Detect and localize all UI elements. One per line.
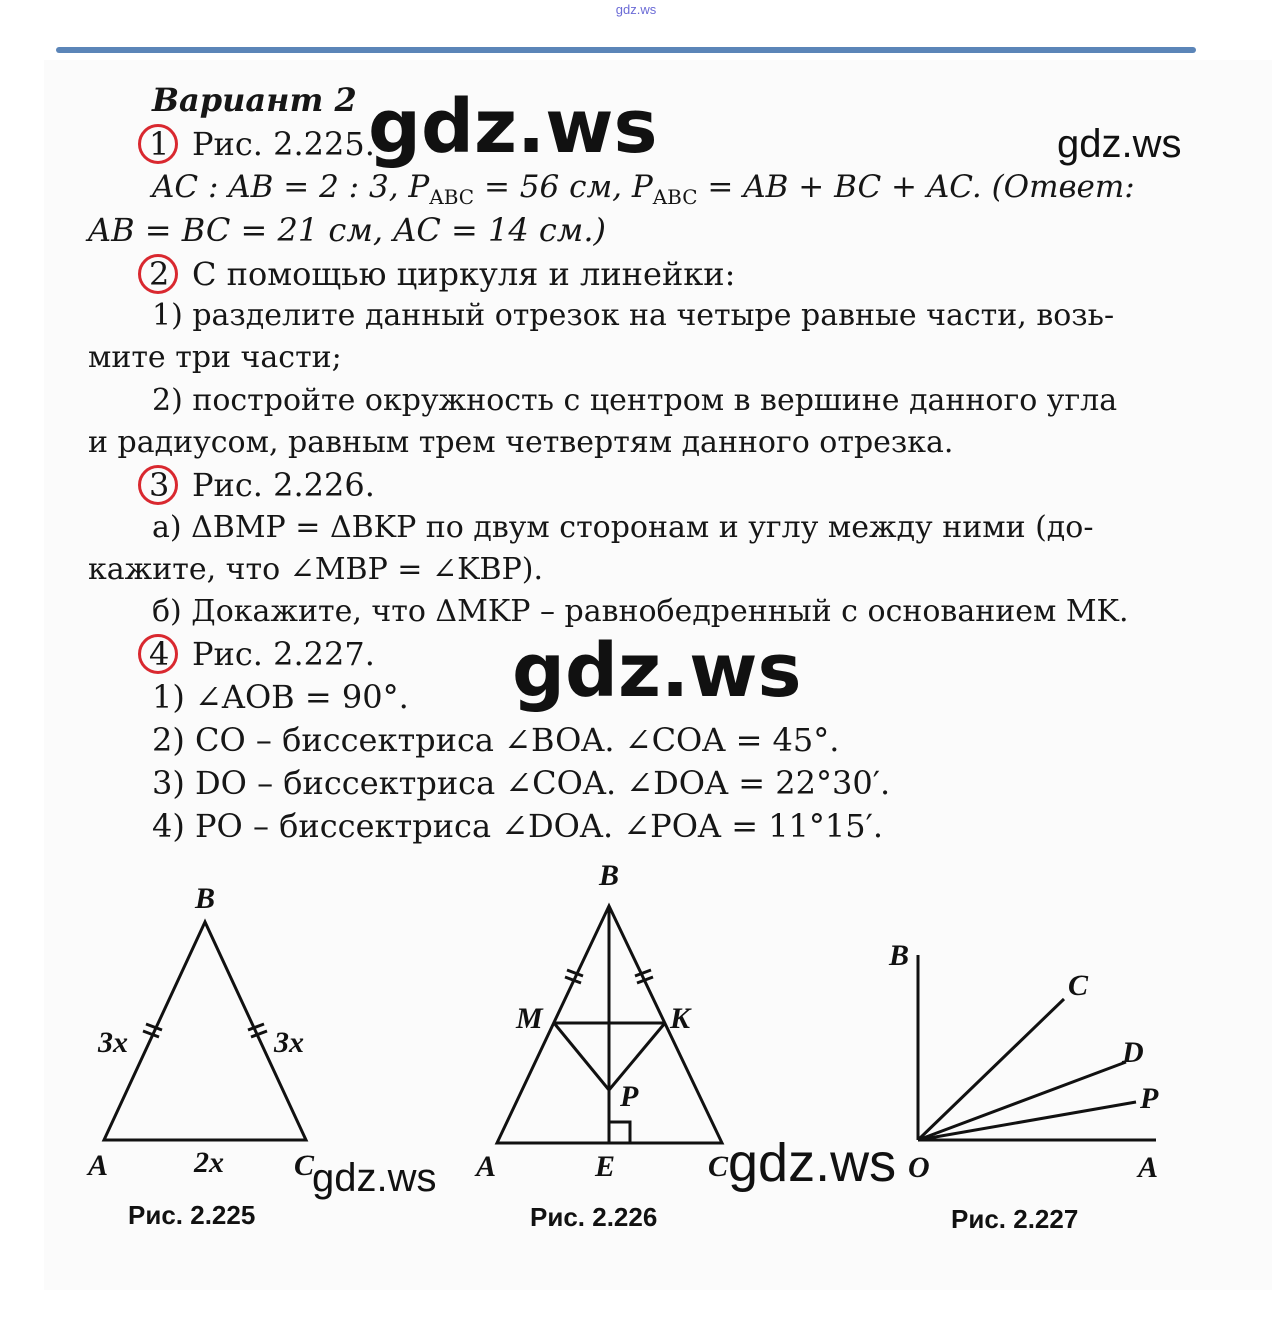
fig227-label-c: C (1068, 969, 1089, 1002)
watermark-middle: gdz.ws (512, 628, 802, 714)
site-mark: gdz.ws (615, 2, 657, 17)
task2-item1-line1: 1) разделите данный отрезок на четыре равные части, возь- (152, 298, 1115, 333)
fig227-label-a: A (1138, 1151, 1159, 1184)
fig225-label-base: 2x (194, 1146, 224, 1179)
fig225-label-right: 3x (274, 1026, 304, 1059)
task4-item1: 1) ∠AOB = 90°. (152, 678, 409, 716)
task2-item2-line2: и радиусом, равным трем четвертям данного отрезка. (88, 425, 954, 460)
fig226-label-a: A (476, 1150, 497, 1183)
fig226-caption: Рис. 2.226 (530, 1202, 658, 1232)
task4-item3: 3) DO – биссектриса ∠COA. ∠DOA = 22°30′. (152, 764, 891, 802)
fig227-label-o: O (908, 1151, 930, 1184)
fig225-label-left: 3x (98, 1026, 128, 1059)
ray-od (918, 1062, 1126, 1140)
variant-title: Вариант 2 (152, 81, 357, 119)
fig226-label-m: M (516, 1002, 543, 1035)
fig225-label-a: A (88, 1149, 109, 1182)
fig225-label-c: C (294, 1149, 315, 1182)
task-number-1: 1 (149, 125, 170, 163)
watermark-top-right: gdz.ws (1057, 122, 1182, 166)
watermark-bottom-right: gdz.ws (728, 1133, 897, 1193)
fig226-label-k: K (670, 1002, 691, 1035)
fig227-label-p: P (1140, 1082, 1159, 1115)
task-number-4: 4 (149, 635, 170, 673)
task1-answer: AB = BC = 21 см, AC = 14 см.) (88, 211, 606, 249)
task4-item2: 2) CO – биссектриса ∠BOA. ∠COA = 45°. (152, 721, 840, 759)
task-number-2: 2 (149, 255, 170, 293)
task4-heading: Рис. 2.227. (192, 635, 375, 673)
figure-2-227 (918, 955, 1156, 1140)
fig226-label-c: C (708, 1150, 729, 1183)
fig227-label-d: D (1122, 1036, 1144, 1069)
fig225-label-b: B (195, 882, 216, 915)
task3-item-a-line1: а) ΔBMP = ΔBKP по двум сторонам и углу между ними (до- (152, 510, 1094, 545)
fig227-caption: Рис. 2.227 (951, 1204, 1079, 1234)
fig226-label-b: B (599, 859, 620, 892)
fig227-label-b: B (889, 939, 910, 972)
fig226-label-e: E (595, 1150, 616, 1183)
task3-item-b: б) Докажите, что ΔMKP – равнобедренный с основанием MK. (152, 594, 1129, 629)
task2-item2-line1: 2) постройте окружность с центром в вершине данного угла (152, 383, 1118, 418)
task1-heading: Рис. 2.225. (192, 125, 375, 163)
fig226-label-p: P (620, 1080, 639, 1113)
watermark-top: gdz.ws (368, 84, 658, 170)
task3-heading: Рис. 2.226. (192, 466, 375, 504)
task2-item1-line2: мите три части; (88, 340, 342, 375)
fig225-caption: Рис. 2.225 (128, 1200, 256, 1230)
task1-line-a: AC : AB = 2 : 3, $P_{ABC} = 56$ см, $P_{ABC}$ = AB + BC + AC. (Ответ: (152, 169, 1135, 210)
task4-item4: 4) PO – биссектриса ∠DOA. ∠POA = 11°15′. (152, 807, 884, 845)
task3-item-a-line2: кажите, что ∠MBP = ∠KBP). (88, 552, 543, 587)
task-number-3: 3 (149, 466, 170, 504)
task2-heading: С помощью циркуля и линейки: (192, 255, 736, 293)
watermark-bottom-left: gdz.ws (312, 1156, 437, 1200)
